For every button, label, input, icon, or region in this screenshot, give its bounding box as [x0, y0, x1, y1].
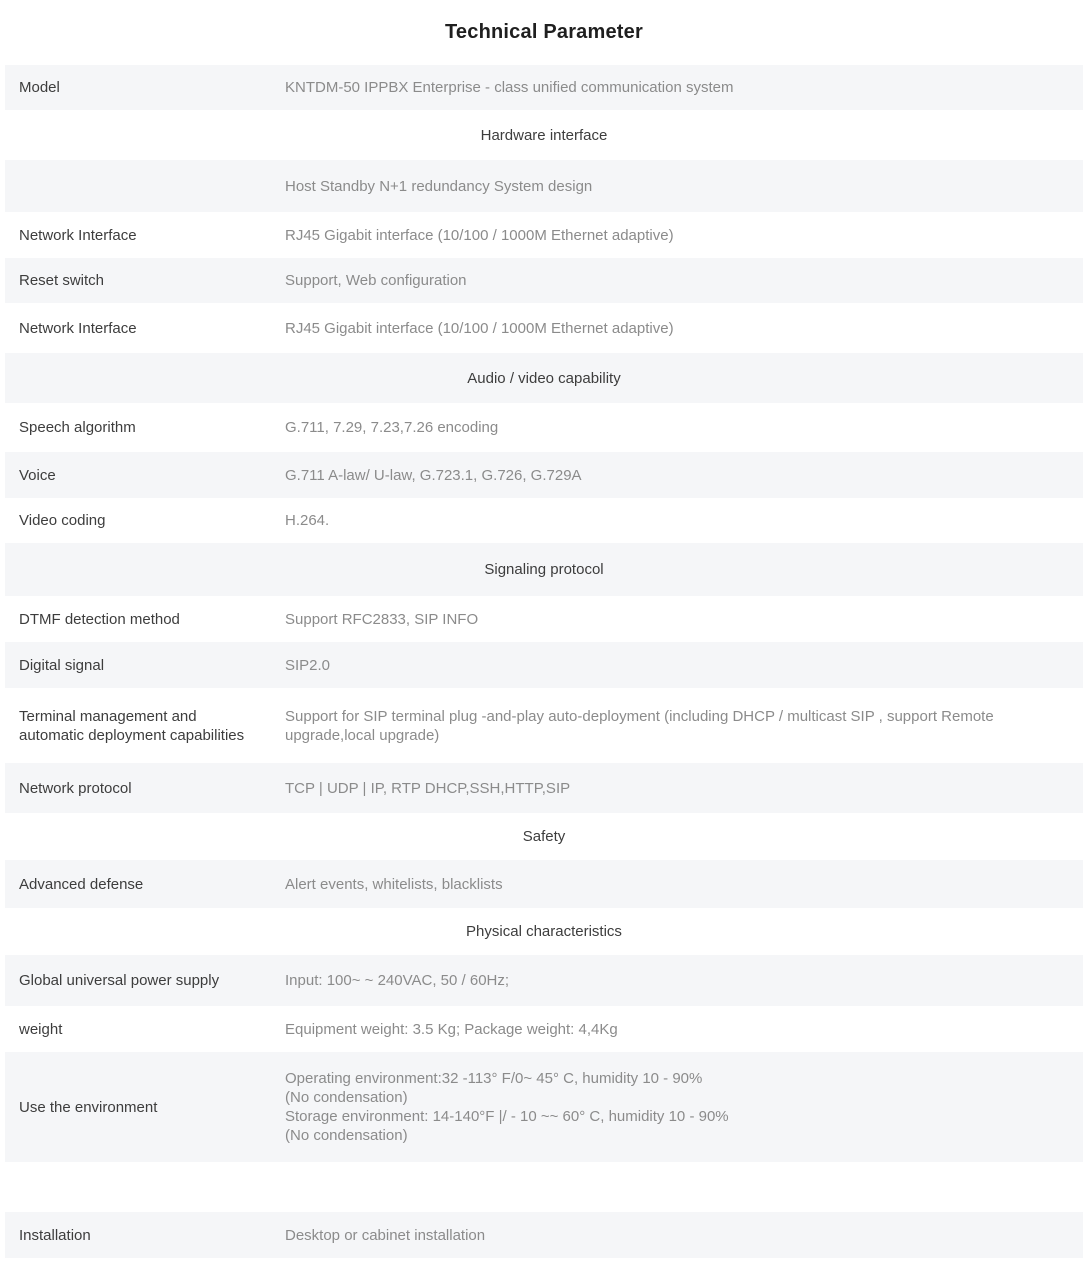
spec-row — [5, 1052, 1083, 1162]
spec-label: Reset switch — [19, 272, 105, 289]
spec-value: TCP | UDP | IP, RTP DHCP,SSH,HTTP,SIP — [285, 779, 571, 797]
spec-row — [5, 65, 1083, 110]
section-title: Physical characteristics — [466, 923, 622, 940]
spec-value-line: Operating environment:32 -113° F/0~ 45° C, humidity 10 - 90% — [285, 1070, 703, 1087]
spec-value: G.711, 7.29, 7.23,7.26 encoding — [285, 419, 499, 436]
spec-label: Network Interface — [19, 226, 137, 244]
spec-label: Installation — [19, 1226, 91, 1244]
spec-row — [5, 1212, 1083, 1258]
spec-label: Video coding — [19, 512, 106, 529]
spec-value: Equipment weight: 3.5 Kg; Package weight: 4,4Kg — [285, 1020, 618, 1038]
section-header-row — [5, 353, 1083, 403]
spec-value: KNTDM-50 IPPBX Enterprise - class unified communication system — [285, 79, 734, 96]
spec-row — [5, 955, 1083, 1006]
spec-label: Terminal management and automatic deployment capabilities — [19, 707, 245, 744]
spec-value: RJ45 Gigabit interface (10/100 / 1000M Ethernet adaptive) — [285, 226, 674, 244]
spec-row — [5, 212, 1083, 258]
spec-value-line: Storage environment: 14-140°F |/ - 10 ~~ 60° C, humidity 10 - 90% — [285, 1108, 729, 1125]
spec-value: Support for SIP terminal plug -and-play auto-deployment (including DHCP / multicast SIP , support Remote upgrade,local upgrade) — [285, 707, 994, 744]
spec-value: Host Standby N+1 redundancy System design — [285, 177, 593, 195]
spec-value: G.711 A-law/ U-law, G.723.1, G.726, G.729A — [285, 466, 582, 484]
spec-row — [5, 498, 1083, 543]
spec-label: Digital signal — [19, 656, 105, 674]
spec-row — [5, 258, 1083, 303]
spec-label: Global universal power supply — [19, 972, 220, 989]
spec-row — [5, 596, 1083, 642]
spacer-row — [5, 1162, 1083, 1212]
spec-row — [5, 303, 1083, 353]
section-title: Hardware interface — [480, 126, 608, 144]
spec-row — [5, 452, 1083, 498]
section-header-row — [5, 813, 1083, 860]
spec-value: Support, Web configuration — [285, 272, 467, 289]
section-header-row — [5, 110, 1083, 160]
spec-row — [5, 1006, 1083, 1052]
spec-row — [5, 860, 1083, 908]
spec-row — [5, 403, 1083, 452]
spec-label: Advanced defense — [19, 875, 144, 893]
spec-value: H.264. — [285, 512, 330, 529]
spec-value: SIP2.0 — [285, 656, 331, 674]
spec-row — [5, 642, 1083, 688]
spec-label: Voice — [19, 466, 56, 484]
spec-value-line: (No condensation) — [285, 1127, 408, 1144]
spec-label: Network Interface — [19, 319, 137, 337]
page-title: Technical Parameter — [445, 21, 643, 43]
spec-table — [5, 65, 1083, 1258]
spec-value: Input: 100~ ~ 240VAC, 50 / 60Hz; — [285, 972, 510, 989]
spec-value: Alert events, whitelists, blacklists — [285, 875, 503, 893]
section-title: Signaling protocol — [484, 561, 604, 578]
spec-row — [5, 160, 1083, 212]
spec-label: weight — [19, 1020, 63, 1038]
section-title: Safety — [522, 828, 566, 845]
spec-label: Speech algorithm — [19, 419, 136, 436]
spec-value — [285, 1069, 1083, 1145]
title-bar — [0, 0, 1088, 65]
spec-label: Network protocol — [19, 779, 132, 797]
section-header-row — [5, 908, 1083, 955]
spec-value: Desktop or cabinet installation — [285, 1226, 486, 1244]
spec-label: Use the environment — [19, 1098, 158, 1116]
spec-value: Support RFC2833, SIP INFO — [285, 610, 479, 628]
spec-row — [5, 688, 1083, 763]
section-header-row — [5, 543, 1083, 596]
spec-value-line: (No condensation) — [285, 1089, 408, 1106]
spec-label: DTMF detection method — [19, 610, 180, 628]
spec-label: Model — [19, 79, 60, 96]
section-title: Audio / video capability — [467, 369, 621, 387]
spec-value: RJ45 Gigabit interface (10/100 / 1000M Ethernet adaptive) — [285, 319, 674, 337]
spec-row — [5, 763, 1083, 813]
